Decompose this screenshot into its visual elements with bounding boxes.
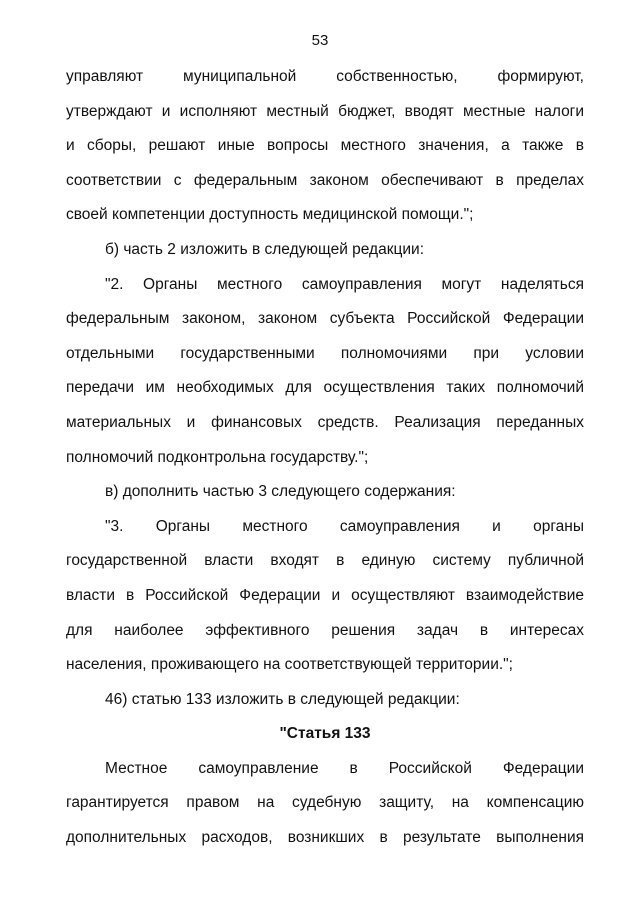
document-body [66, 60, 584, 856]
text-line: власти в Российской Федерации и осуществляют взаимодействие [66, 586, 584, 604]
text-line: населения, проживающего на соответствующей территории."; [66, 656, 513, 674]
text-line: утверждают и исполняют местный бюджет, вводят местные налоги [66, 102, 584, 120]
text-line: материальных и финансовых средств. Реализация переданных [66, 413, 584, 431]
text-line: государственной власти входят в единую систему публичной [66, 552, 584, 570]
text-line: гарантируется правом на судебную защиту, на компенсацию [66, 794, 584, 812]
text-line: в) дополнить частью 3 следующего содержания: [105, 483, 456, 501]
text-line: передачи им необходимых для осуществления таких полномочий [66, 379, 584, 397]
text-line: и сборы, решают иные вопросы местного значения, а также в [66, 137, 584, 155]
text-line: "2. Органы местного самоуправления могут наделяться [105, 275, 584, 293]
text-line: федеральным законом, законом субъекта Российской Федерации [66, 310, 584, 328]
text-line: своей компетенции доступность медицинской помощи."; [66, 206, 474, 224]
text-line: соответствии с федеральным законом обеспечивают в пределах [66, 171, 584, 189]
text-line: "3. Органы местного самоуправления и органы [105, 517, 584, 535]
text-line: дополнительных расходов, возникших в результате выполнения [66, 829, 584, 847]
text-line: 46) статью 133 изложить в следующей редакции: [105, 690, 460, 708]
text-line: для наиболее эффективного решения задач в интересах [66, 621, 584, 639]
article-heading: "Статья 133 [279, 725, 371, 743]
page-number: 53 [311, 32, 329, 49]
text-line: б) часть 2 изложить в следующей редакции: [105, 240, 425, 258]
text-line: управляют муниципальной собственностью, формируют, [66, 68, 584, 85]
text-line: Местное самоуправление в Российской Федерации [105, 759, 584, 777]
text-line: полномочий подконтрольна государству."; [66, 448, 369, 466]
text-line: отдельными государственными полномочиями при условии [66, 344, 584, 362]
